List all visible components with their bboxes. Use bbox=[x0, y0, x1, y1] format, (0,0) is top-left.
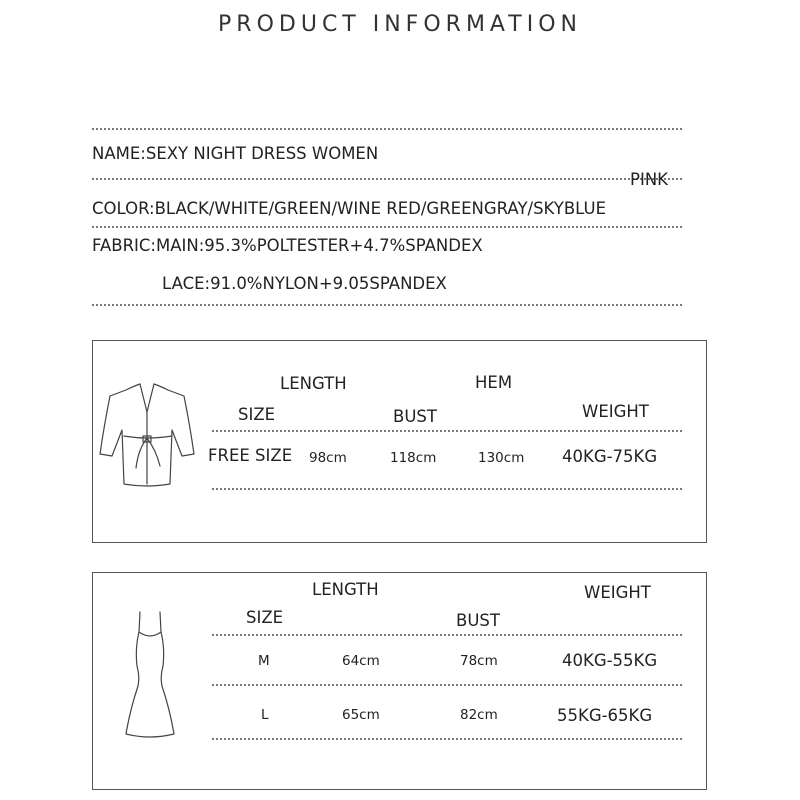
product-lace: LACE:91.0%NYLON+9.05SPANDEX bbox=[162, 274, 447, 293]
t2-header-size: SIZE bbox=[246, 608, 284, 627]
t2-row1-size: M bbox=[258, 653, 270, 669]
divider bbox=[92, 128, 682, 130]
t2-row2-size: L bbox=[261, 707, 269, 723]
t2-row1-length: 64cm bbox=[342, 653, 380, 669]
divider bbox=[92, 226, 682, 228]
t2-row2-length: 65cm bbox=[342, 707, 380, 723]
divider bbox=[212, 634, 682, 636]
divider bbox=[212, 430, 682, 432]
divider bbox=[92, 304, 682, 306]
t1-cell-size: FREE SIZE bbox=[208, 446, 293, 465]
color-pink: PINK bbox=[630, 170, 668, 189]
t1-header-weight: WEIGHT bbox=[582, 402, 649, 421]
t2-header-weight: WEIGHT bbox=[584, 583, 651, 602]
t1-header-length: LENGTH bbox=[280, 374, 347, 393]
divider bbox=[212, 488, 682, 490]
product-name: NAME:SEXY NIGHT DRESS WOMEN bbox=[92, 144, 379, 163]
t1-cell-bust: 118cm bbox=[390, 450, 437, 466]
t2-row2-weight: 55KG-65KG bbox=[557, 706, 653, 725]
product-color: COLOR:BLACK/WHITE/GREEN/WINE RED/GREENGRAY/SKYBLUE bbox=[92, 199, 607, 218]
product-fabric: FABRIC:MAIN:95.3%POLTESTER+4.7%SPANDEX bbox=[92, 236, 483, 255]
t1-header-size: SIZE bbox=[238, 405, 276, 424]
t1-cell-length: 98cm bbox=[309, 450, 347, 466]
t1-cell-hem: 130cm bbox=[478, 450, 525, 466]
divider bbox=[92, 178, 682, 180]
t1-header-bust: BUST bbox=[393, 407, 437, 426]
t2-header-length: LENGTH bbox=[312, 580, 379, 599]
t2-header-bust: BUST bbox=[456, 611, 500, 630]
t1-cell-weight: 40KG-75KG bbox=[562, 447, 658, 466]
slip-dress-icon bbox=[120, 610, 180, 740]
t2-row1-bust: 78cm bbox=[460, 653, 498, 669]
slip-dress-size-table bbox=[92, 572, 707, 790]
t2-row1-weight: 40KG-55KG bbox=[562, 651, 658, 670]
t1-header-hem: HEM bbox=[475, 373, 513, 392]
page-title: PRODUCT INFORMATION bbox=[218, 12, 582, 37]
divider bbox=[212, 738, 682, 740]
divider bbox=[212, 684, 682, 686]
t2-row2-bust: 82cm bbox=[460, 707, 498, 723]
robe-icon bbox=[98, 376, 208, 512]
